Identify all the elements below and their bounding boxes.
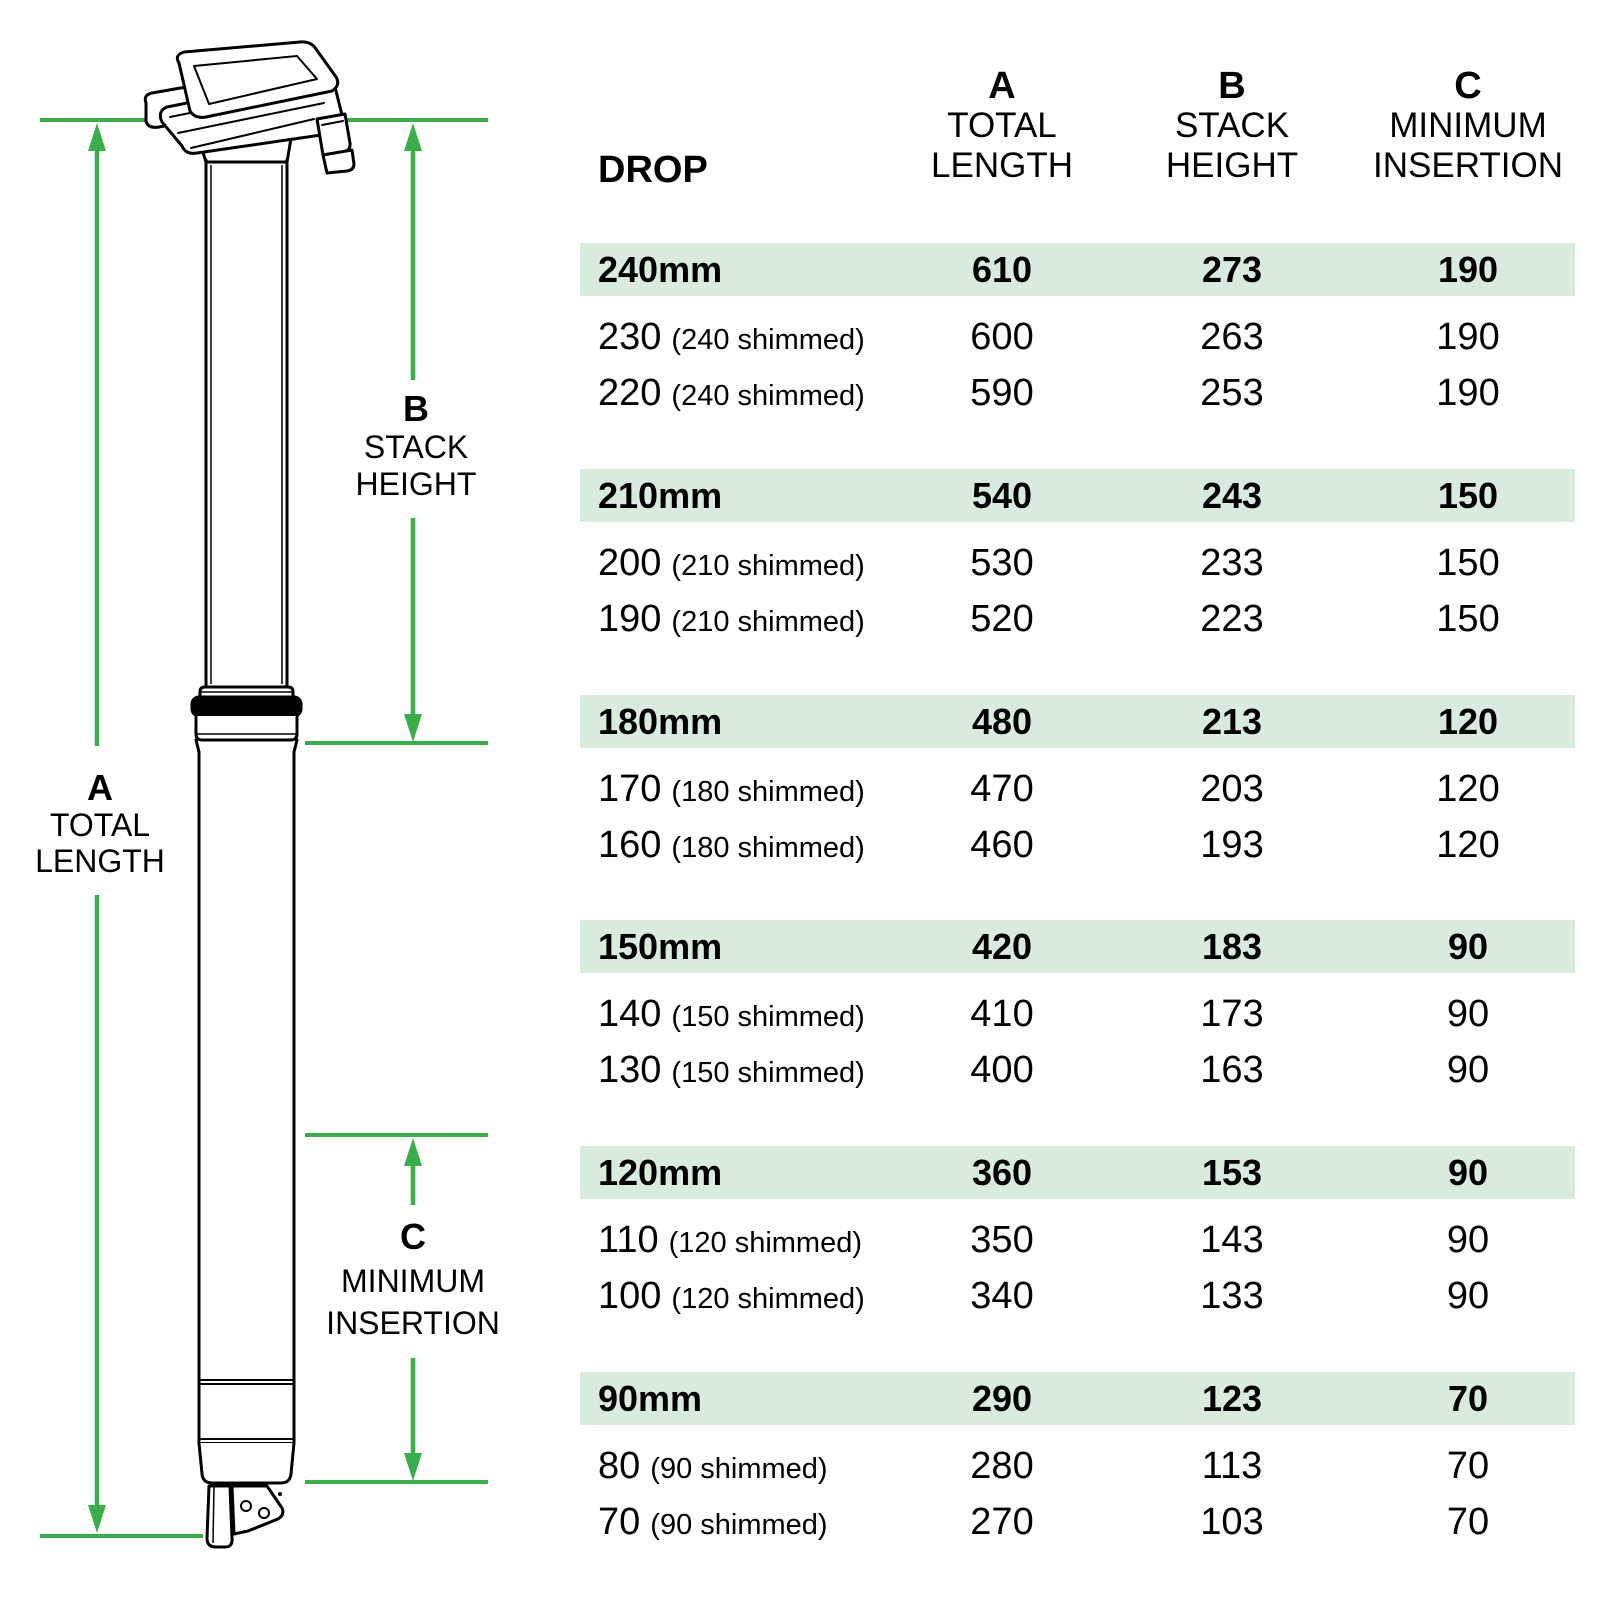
shimmed-option-row: [580, 1274, 1575, 1318]
drop-group-header-row: [580, 469, 1575, 522]
stack-height-value: 203: [1200, 768, 1264, 810]
drop-size-label: [598, 1274, 865, 1321]
stack-height-value: 123: [1201, 1378, 1263, 1419]
drop-size-value: 170: [598, 768, 662, 810]
total-length-value: 610: [971, 249, 1033, 290]
minimum-insertion-value: 90: [1447, 926, 1489, 967]
drop-size-value: 100: [598, 1275, 662, 1317]
dimension-b-word1: STACK: [363, 429, 469, 465]
shimmed-option-row: [580, 823, 1575, 867]
total-length-value: 270: [970, 1501, 1034, 1543]
stack-height-value: 193: [1200, 824, 1264, 866]
minimum-insertion-value: 70: [1446, 1501, 1490, 1543]
stack-height-value: 223: [1200, 598, 1264, 640]
column-word-height: HEIGHT: [1165, 146, 1299, 185]
shim-note: (90 shimmed): [650, 1453, 828, 1485]
column-word-total: TOTAL: [947, 106, 1057, 145]
minimum-insertion-value: 120: [1437, 701, 1499, 742]
total-length-value: 590: [970, 372, 1034, 414]
shimmed-option-row: [580, 1444, 1575, 1488]
minimum-insertion-value: 90: [1446, 1219, 1490, 1261]
dimension-c-word2: INSERTION: [326, 1305, 500, 1341]
drop-size-label: 120mm: [598, 1152, 723, 1193]
stack-height-value: 143: [1200, 1219, 1264, 1261]
stack-height-value: 213: [1201, 701, 1263, 742]
shim-note: (150 shimmed): [671, 1057, 865, 1089]
shim-note: (210 shimmed): [671, 606, 865, 638]
shimmed-option-row: [580, 371, 1575, 415]
total-length-value: 280: [970, 1445, 1034, 1487]
stack-height-value: 113: [1201, 1445, 1263, 1487]
total-length-value: 350: [970, 1219, 1034, 1261]
minimum-insertion-value: 120: [1436, 824, 1500, 866]
stack-height-value: 243: [1201, 475, 1263, 516]
shimmed-option-row: [580, 315, 1575, 359]
total-length-value: 530: [970, 542, 1034, 584]
shimmed-option-row: [580, 1218, 1575, 1262]
stack-height-value: 103: [1200, 1501, 1264, 1543]
total-length-value: 360: [971, 1152, 1033, 1193]
dimension-a-letter: A: [87, 767, 113, 808]
minimum-insertion-value: 90: [1447, 1152, 1489, 1193]
stack-height-value: 273: [1201, 249, 1263, 290]
minimum-insertion-value: 150: [1436, 598, 1500, 640]
shim-note: (150 shimmed): [671, 1001, 865, 1033]
dimension-a-word1: TOTAL: [49, 807, 151, 843]
drop-size-label: 180mm: [598, 701, 723, 742]
drop-size-label: 150mm: [598, 926, 723, 967]
stack-height-value: 153: [1201, 1152, 1263, 1193]
drop-size-label: [598, 597, 865, 644]
drop-size-label: [598, 371, 865, 418]
drop-size-label: 90mm: [598, 1378, 703, 1419]
drop-group-header-row: [580, 1146, 1575, 1199]
shimmed-option-row: [580, 1500, 1575, 1544]
drop-size-label: [598, 1218, 862, 1265]
shim-note: (180 shimmed): [671, 776, 865, 808]
dimension-c-word1: MINIMUM: [341, 1263, 485, 1299]
total-length-value: 460: [970, 824, 1034, 866]
stack-height-value: 233: [1200, 542, 1264, 584]
dimension-c-letter: C: [400, 1216, 426, 1257]
drop-size-value: 220: [598, 372, 662, 414]
column-letter-b: B: [1218, 65, 1246, 107]
shim-note: (120 shimmed): [671, 1283, 865, 1315]
shim-note: (180 shimmed): [671, 832, 865, 864]
total-length-value: 600: [970, 316, 1034, 358]
stack-height-value: 253: [1200, 372, 1264, 414]
total-length-value: 290: [971, 1378, 1033, 1419]
total-length-value: 400: [970, 1049, 1034, 1091]
shimmed-option-row: [580, 597, 1575, 641]
drop-size-value: 190: [598, 598, 662, 640]
column-letter-c: C: [1454, 65, 1482, 107]
shimmed-option-row: [580, 541, 1575, 585]
column-letter-a: A: [988, 65, 1016, 107]
drop-group-header-row: [580, 695, 1575, 748]
stack-height-value: 163: [1200, 1049, 1264, 1091]
drop-size-label: [598, 1500, 828, 1547]
minimum-insertion-value: 190: [1436, 372, 1500, 414]
drop-size-label: [598, 315, 865, 362]
total-length-value: 340: [970, 1275, 1034, 1317]
minimum-insertion-value: 190: [1436, 316, 1500, 358]
drop-size-label: [598, 1444, 828, 1491]
minimum-insertion-value: 190: [1437, 249, 1499, 290]
total-length-value: 520: [970, 598, 1034, 640]
column-word-length: LENGTH: [931, 146, 1073, 185]
drop-group-header-row: [580, 243, 1575, 296]
drop-size-value: 110: [598, 1219, 659, 1261]
shim-note: (90 shimmed): [650, 1509, 828, 1541]
drop-size-label: [598, 541, 865, 588]
shimmed-option-row: [580, 992, 1575, 1036]
minimum-insertion-value: 70: [1446, 1445, 1490, 1487]
drop-size-label: 240mm: [598, 249, 723, 290]
shim-note: (240 shimmed): [671, 324, 865, 356]
drop-size-value: 80: [598, 1445, 641, 1487]
total-length-value: 410: [970, 993, 1034, 1035]
shim-note: (240 shimmed): [671, 380, 865, 412]
total-length-value: 540: [971, 475, 1033, 516]
drop-size-label: [598, 767, 865, 814]
shimmed-option-row: [580, 1048, 1575, 1092]
stack-height-value: 263: [1200, 316, 1264, 358]
drop-group-header-row: [580, 1372, 1575, 1425]
total-length-value: 420: [971, 926, 1033, 967]
drop-size-label: [598, 1048, 865, 1095]
total-length-value: 480: [971, 701, 1033, 742]
column-header-minimum-insertion: [1318, 66, 1600, 186]
column-word-minimum: MINIMUM: [1389, 106, 1547, 145]
shim-note: (210 shimmed): [671, 550, 865, 582]
drop-size-value: 230: [598, 316, 662, 358]
drop-group-header-row: [580, 920, 1575, 973]
dimension-b-letter: B: [403, 388, 429, 429]
minimum-insertion-value: 120: [1436, 768, 1500, 810]
minimum-insertion-value: 90: [1446, 1049, 1490, 1091]
minimum-insertion-value: 150: [1437, 475, 1499, 516]
drop-size-label: [598, 823, 865, 870]
drop-size-value: 140: [598, 993, 662, 1035]
total-length-value: 470: [970, 768, 1034, 810]
drop-column-header: DROP: [598, 149, 708, 191]
minimum-insertion-value: 90: [1446, 993, 1490, 1035]
shimmed-option-row: [580, 767, 1575, 811]
drop-size-value: 70: [598, 1501, 641, 1543]
stack-height-value: 133: [1200, 1275, 1264, 1317]
drop-size-label: [598, 992, 865, 1039]
minimum-insertion-value: 70: [1447, 1378, 1489, 1419]
stack-height-value: 173: [1200, 993, 1264, 1035]
dimension-a-word2: LENGTH: [35, 843, 165, 879]
column-word-stack: STACK: [1174, 106, 1290, 145]
minimum-insertion-value: 90: [1446, 1275, 1490, 1317]
drop-size-value: 130: [598, 1049, 662, 1091]
column-word-insertion: INSERTION: [1373, 146, 1563, 185]
drop-size-label: 210mm: [598, 475, 723, 516]
shim-note: (120 shimmed): [668, 1227, 862, 1259]
stack-height-value: 183: [1201, 926, 1263, 967]
minimum-insertion-value: 150: [1436, 542, 1500, 584]
drop-size-value: 160: [598, 824, 662, 866]
dimension-b-word2: HEIGHT: [355, 466, 477, 502]
drop-size-value: 200: [598, 542, 662, 584]
